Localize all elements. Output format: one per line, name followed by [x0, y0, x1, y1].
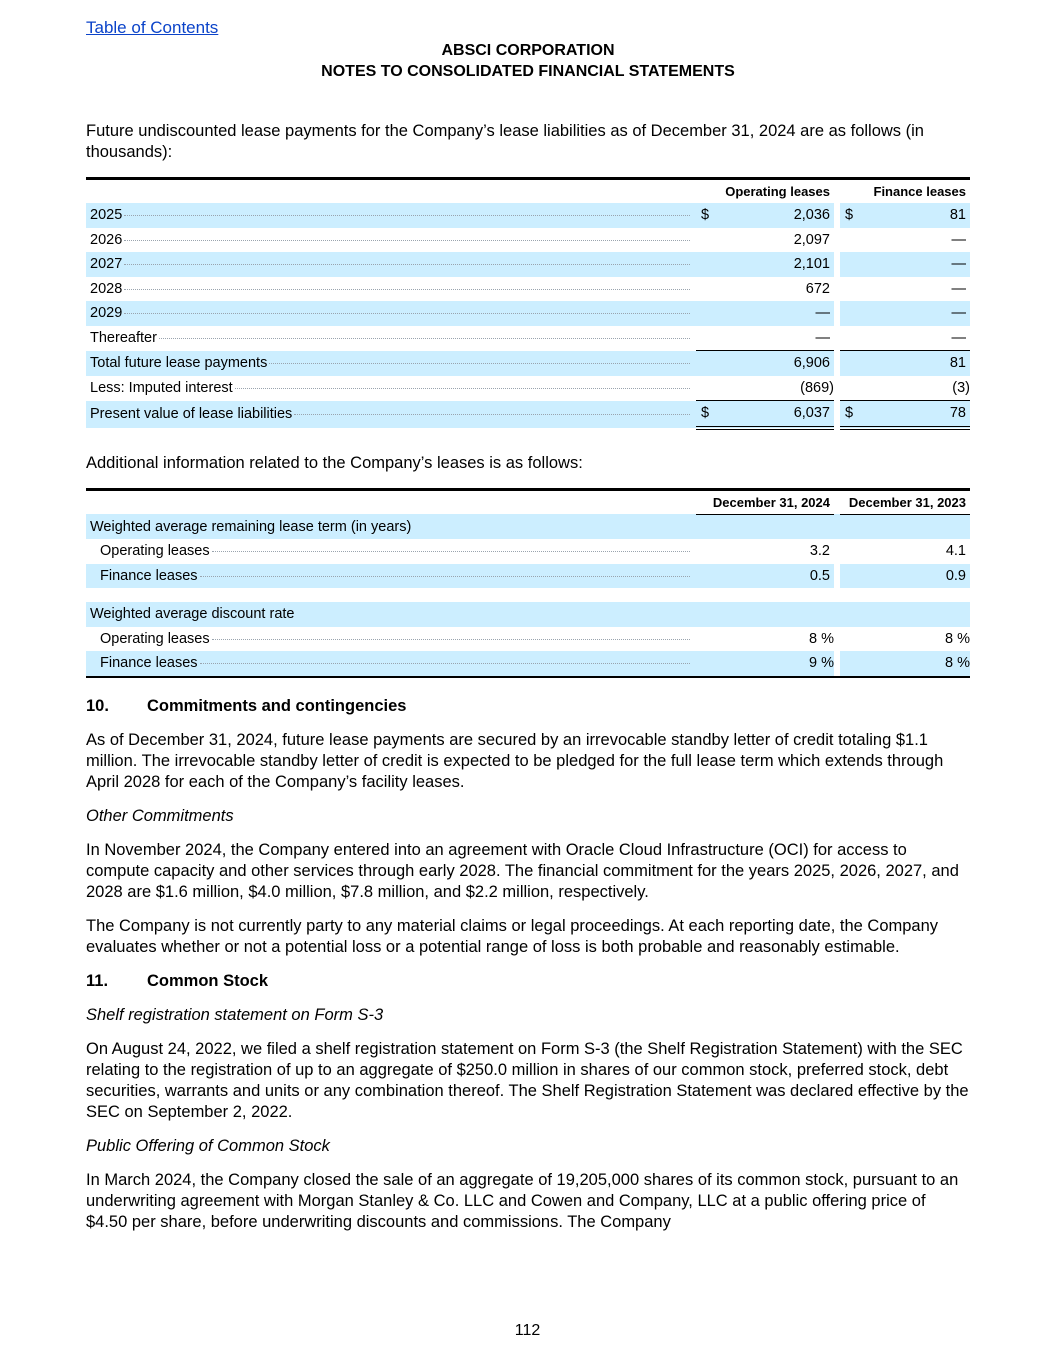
currency-symbol: [840, 228, 852, 253]
operating-value: 2,101: [710, 252, 834, 277]
value-2023: 4.1: [945, 543, 966, 560]
lease-info-intro: Additional information related to the Company’s leases is as follows:: [86, 453, 583, 472]
table-row: [86, 228, 970, 253]
operating-value: 2,036: [710, 203, 834, 228]
table-row: [86, 301, 970, 326]
value-2024: 9 %: [710, 651, 834, 677]
table-row: [86, 252, 970, 277]
value-2024: 0.5: [710, 564, 834, 589]
company-name: ABSCI CORPORATION: [441, 42, 615, 59]
operating-value: —: [710, 326, 834, 351]
table-row: [86, 564, 970, 589]
row-label: Less: Imputed interest: [90, 380, 233, 396]
currency-symbol: $: [840, 401, 852, 428]
table-row: [86, 376, 970, 401]
subheading-public-offering: Public Offering of Common Stock: [86, 1136, 330, 1155]
col-dec-2023: December 31, 2023: [840, 489, 970, 514]
currency-symbol: [696, 252, 710, 277]
section-title: Common Stock: [147, 971, 269, 990]
finance-value: 81: [852, 203, 970, 228]
operating-value: 6,037: [710, 401, 834, 428]
finance-value: —: [951, 231, 966, 248]
col-dec-2024: December 31, 2024: [696, 489, 834, 514]
finance-value: (3): [852, 376, 970, 401]
row-label: Thereafter: [90, 330, 157, 346]
operating-value: 2,097: [793, 231, 830, 248]
finance-value: —: [852, 252, 970, 277]
currency-symbol: [840, 326, 852, 351]
paragraph: On August 24, 2022, we filed a shelf registration statement on Form S-3 (the Shelf Registration Statement) with the SEC relating to the registration of up to an aggregate of $250.0 million in shares of our common stock, preferred stock, debt securities, warrants and units or any combination thereof. The Shelf Registration Statement was declared effective by the SEC on September 2, 2022.: [86, 1039, 969, 1121]
section-10-heading: [86, 696, 970, 717]
paragraph: In March 2024, the Company closed the sale of an aggregate of 19,205,000 shares of its common stock, pursuant to an underwriting agreement with Morgan Stanley & Co. LLC and Cowen and Company, LLC at a public offering price of $4.50 per share, before underwriting discounts and commissions. The Company: [86, 1170, 959, 1231]
row-label: Finance leases: [100, 655, 198, 672]
term-heading: Weighted average remaining lease term (in years): [86, 514, 970, 539]
row-label: Operating leases: [100, 630, 210, 647]
subheading-other-commitments: Other Commitments: [86, 806, 234, 825]
currency-symbol: [696, 228, 710, 253]
currency-symbol: [840, 252, 852, 277]
row-label: Total future lease payments: [90, 355, 268, 371]
currency-symbol: $: [696, 203, 710, 228]
lease-payments-intro: Future undiscounted lease payments for the Company’s lease liabilities as of December 31, 2024 are as follows (in thousands):: [86, 122, 924, 161]
currency-symbol: [696, 301, 710, 326]
table-row: [86, 539, 970, 564]
paragraph: As of December 31, 2024, future lease payments are secured by an irrevocable standby letter of credit totaling $1.1 million. The irrevocable standby letter of credit is expected to be pledged for the full lease term which extends through April 2028 for each of the Company’s facility leases.: [86, 730, 944, 791]
value-2023: 0.9: [852, 564, 970, 589]
operating-value: 6,906: [710, 351, 834, 376]
currency-symbol: [840, 376, 852, 401]
finance-value: 81: [852, 351, 970, 376]
section-title: Commitments and contingencies: [147, 696, 407, 715]
paragraph: The Company is not currently party to any material claims or legal proceedings. At each reporting date, the Company evaluates whether or not a potential loss or a potential range of loss is both probable and reasonably estimable.: [86, 916, 939, 956]
table-row: [86, 351, 970, 376]
table-row: [86, 401, 970, 428]
currency-symbol: $: [840, 203, 852, 228]
section-number: 10.: [86, 696, 109, 715]
value-2023: 8 %: [852, 651, 970, 677]
finance-value: —: [951, 280, 966, 297]
value-2023: 8 %: [945, 630, 970, 647]
col-finance-leases: Finance leases: [873, 184, 966, 199]
subheading-shelf-registration: Shelf registration statement on Form S-3: [86, 1005, 384, 1024]
row-label: 2027: [90, 256, 123, 273]
section-11-heading: [86, 971, 970, 992]
lease-payments-table: [86, 177, 970, 430]
table-of-contents-link[interactable]: Table of Contents: [86, 18, 219, 37]
paragraph: In November 2024, the Company entered into an agreement with Oracle Cloud Infrastructure (OCI) for access to compute capacity and other services through early 2028. The financial commitment for the years 2025, 2026, 2027, and 2028 are $1.6 million, $4.0 million, $7.8 million, and $2.2 million, respectively.: [86, 840, 959, 901]
table-row: [86, 277, 970, 302]
row-label: Present value of lease liabilities: [90, 406, 293, 422]
currency-symbol: [840, 301, 852, 326]
value-2024: 8 %: [809, 630, 834, 647]
currency-symbol: [696, 277, 710, 302]
table-row: [86, 627, 970, 652]
row-label: 2029: [90, 305, 123, 322]
currency-symbol: [696, 351, 710, 376]
finance-value: —: [852, 326, 970, 351]
table-row: [86, 514, 970, 539]
section-number: 11.: [86, 971, 109, 990]
rate-heading: Weighted average discount rate: [86, 602, 970, 627]
operating-value: —: [710, 301, 834, 326]
table-header-row: [86, 179, 970, 204]
row-label: 2025: [90, 207, 123, 224]
document-page: [86, 18, 970, 1233]
finance-value: —: [852, 301, 970, 326]
table-row: [86, 326, 970, 351]
value-2024: 3.2: [809, 543, 830, 560]
table-header-row: [86, 489, 970, 514]
operating-value: (869): [710, 376, 834, 401]
currency-symbol: [840, 277, 852, 302]
col-operating-leases: Operating leases: [725, 184, 830, 199]
row-label: 2026: [90, 231, 123, 248]
currency-symbol: [840, 351, 852, 376]
finance-value: 78: [852, 401, 970, 428]
table-row: [86, 651, 970, 677]
row-label: Finance leases: [100, 567, 198, 584]
currency-symbol: [696, 376, 710, 401]
row-label: Operating leases: [100, 543, 210, 560]
row-label: 2028: [90, 280, 123, 297]
operating-value: 672: [805, 280, 830, 297]
currency-symbol: [696, 326, 710, 351]
table-row: [86, 203, 970, 228]
lease-info-table: [86, 488, 970, 678]
page-number: 112: [514, 1322, 541, 1339]
table-row: [86, 602, 970, 627]
page-subtitle: NOTES TO CONSOLIDATED FINANCIAL STATEMENTS: [321, 63, 735, 80]
currency-symbol: $: [696, 401, 710, 428]
